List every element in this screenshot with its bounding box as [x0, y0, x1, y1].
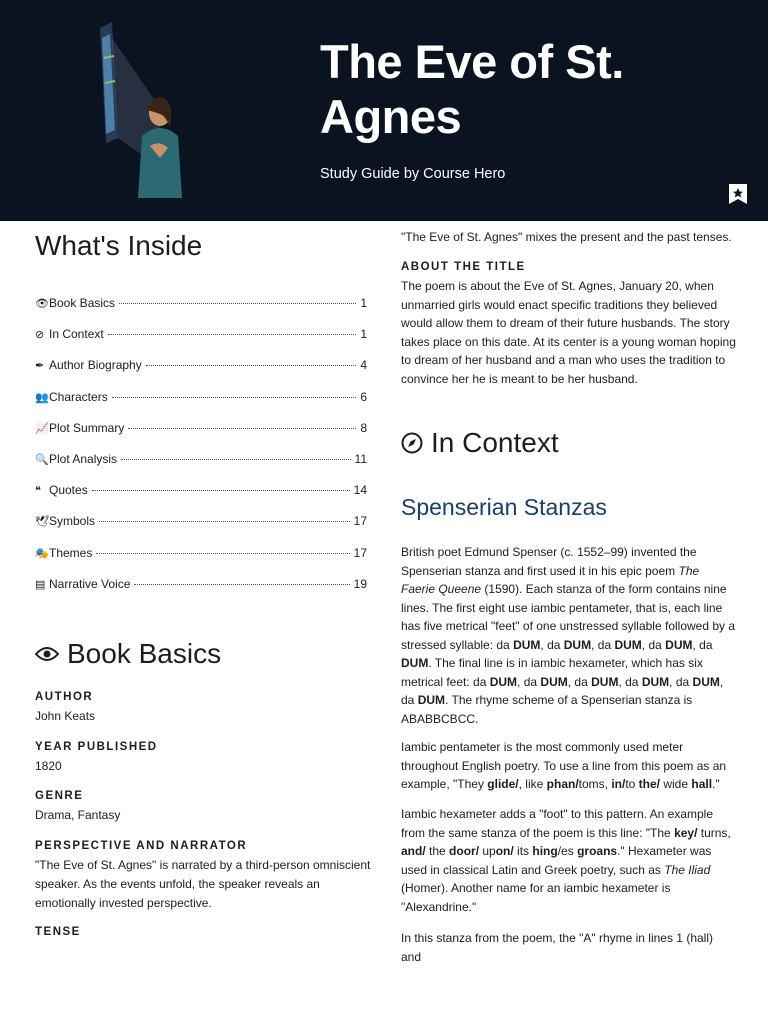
toc-item-page: 14 — [353, 483, 367, 498]
toc-leader — [96, 553, 349, 554]
toc-leader — [119, 303, 356, 304]
toc-leader — [121, 459, 350, 460]
tense-label: TENSE — [35, 926, 81, 938]
toc-item-label: Author Biography — [49, 358, 142, 373]
toc-item-label: Plot Analysis — [49, 451, 118, 466]
paragraph-text: Iambic hexameter adds a "foot" to this pattern. An example from the same stanza of the poem is this line: "The key/ turns, and/ the door/ upon/ its hing/es groans." Hexameter was used in classical Latin and Greek poetry, such as The Iliad (Homer). Another name for an iambic hexameter is "Alexandrine." — [401, 807, 731, 914]
stanza-paragraph-1 — [401, 543, 736, 728]
toc-leader — [99, 521, 350, 522]
toc-item-page: 17 — [353, 545, 367, 560]
toc-item-label: Plot Summary — [49, 420, 125, 435]
quote-icon: ❝ — [35, 485, 41, 498]
toc-item-symbols[interactable] — [35, 514, 367, 545]
toc-leader — [146, 365, 357, 366]
toc-item-characters[interactable] — [35, 390, 367, 421]
author-block — [35, 691, 375, 726]
paragraph-text: British poet Edmund Spenser (c. 1552–99) invented the Spenserian stanza and first used it in his epic poem The Faerie Queene (1590). Each stanza of the form contains nine lines. The first eight use iambic pentameter, that is, each line has five metrical "feet" of one unstressed syllable followed by a stressed syllable: da DUM, da DUM, da DUM, da DUM, da DUM. The final line is in iambic hexameter, which has six metrical feet: da DUM, da DUM, da DUM, da DUM, da DUM, da DUM. The rhyme scheme of a Spenserian stanza is ABABBCBCC. — [401, 545, 736, 726]
chart-icon: 📈 — [35, 422, 49, 435]
toc-leader — [108, 334, 357, 335]
stanza-paragraph-2 — [401, 738, 736, 794]
about-title-label: ABOUT THE TITLE — [401, 261, 526, 273]
compass-icon: ⊘ — [35, 329, 45, 342]
about-title-paragraph: The poem is about the Eve of St. Agnes, January 20, when unmarried girls would enact specific traditions they believed would allow them to dream of their future husbands. The story takes place on this date. At its center is a young woman hoping to dream of her husband and a man who uses the tradition to convince her he is meant to be her husband. — [401, 279, 736, 386]
dove-icon: 🕊 — [35, 516, 49, 529]
toc-item-narrative-voice[interactable] — [35, 577, 367, 608]
compass-icon — [401, 432, 423, 454]
toc-item-quotes[interactable] — [35, 483, 367, 514]
about-title-block — [401, 277, 736, 388]
tense-block — [35, 926, 375, 942]
toc-item-page: 11 — [354, 451, 367, 466]
woman-at-window-illustration — [90, 18, 200, 203]
paragraph-text: Iambic pentameter is the most commonly used meter throughout English poetry. To use a line from this poem as an example, "They glide/, like phan/toms, in/to the/ wide hall." — [401, 740, 727, 791]
eye-icon — [35, 646, 59, 662]
book-basics-heading — [35, 638, 221, 670]
toc-item-label: Quotes — [49, 483, 88, 498]
people-icon: 👥 — [35, 391, 49, 404]
toc-item-page: 17 — [353, 514, 367, 529]
toc-leader — [112, 397, 357, 398]
toc-item-in-context[interactable] — [35, 327, 367, 358]
toc-item-label: In Context — [49, 327, 104, 342]
bookmark-star-icon[interactable] — [728, 183, 748, 205]
year-block — [35, 741, 375, 776]
toc-leader — [92, 490, 350, 491]
magnifier-icon: 🔍 — [35, 453, 49, 466]
document-subtitle: Study Guide by Course Hero — [320, 166, 506, 182]
toc-item-themes[interactable] — [35, 546, 367, 577]
year-label: YEAR PUBLISHED — [35, 741, 158, 753]
genre-value: Drama, Fantasy — [35, 808, 121, 822]
header-banner — [0, 0, 768, 221]
toc-item-label: Symbols — [49, 514, 96, 529]
toc-item-page: 1 — [360, 296, 367, 310]
toc-item-plot-summary[interactable] — [35, 421, 367, 452]
toc-item-page: 4 — [360, 358, 367, 373]
book-basics-heading-text: Book Basics — [67, 638, 222, 669]
year-value: 1820 — [35, 759, 62, 773]
genre-block — [35, 790, 375, 825]
pen-nib-icon: ✒ — [35, 360, 45, 373]
theater-masks-icon: 🎭 — [35, 547, 49, 560]
toc-item-plot-analysis[interactable] — [35, 452, 367, 483]
toc-item-page: 1 — [360, 327, 367, 342]
toc-item-label: Book Basics — [49, 296, 116, 310]
toc-item-label: Narrative Voice — [49, 576, 131, 591]
author-label: AUTHOR — [35, 691, 94, 703]
toc-leader — [134, 584, 349, 585]
toc-item-page: 6 — [360, 389, 367, 404]
stanza-paragraph-3 — [401, 805, 736, 916]
tense-text — [401, 228, 736, 247]
toc-list — [35, 296, 367, 608]
toc-item-label: Themes — [49, 545, 93, 560]
spenserian-stanzas-heading: Spenserian Stanzas — [401, 494, 607, 520]
toc-item-page: 8 — [360, 420, 367, 435]
toc-item-page: 19 — [353, 576, 367, 591]
document-title: The Eve of St. Agnes — [320, 35, 624, 143]
toc-heading: What's Inside — [35, 230, 203, 261]
genre-label: GENRE — [35, 790, 84, 802]
author-value: John Keats — [35, 709, 96, 723]
paragraph-text: In this stanza from the poem, the "A" rhyme in lines 1 (hall) and — [401, 931, 713, 964]
perspective-label: PERSPECTIVE AND NARRATOR — [35, 840, 248, 852]
document-icon: ▤ — [35, 578, 46, 591]
toc-leader — [128, 428, 356, 429]
in-context-heading — [401, 427, 559, 459]
in-context-heading-text: In Context — [431, 427, 559, 458]
tense-paragraph: "The Eve of St. Agnes" mixes the present and the past tenses. — [401, 230, 732, 244]
toc-item-book-basics[interactable] — [35, 296, 367, 327]
eye-icon: 👁 — [35, 298, 49, 310]
stanza-paragraph-4 — [401, 929, 736, 966]
toc-item-label: Characters — [49, 389, 108, 404]
perspective-value: "The Eve of St. Agnes" is narrated by a third-person omniscient speaker. As the events unfold, the speaker reveals an emotionally invested perspective. — [35, 858, 371, 910]
perspective-block — [35, 840, 375, 913]
toc-item-author-biography[interactable] — [35, 358, 367, 389]
